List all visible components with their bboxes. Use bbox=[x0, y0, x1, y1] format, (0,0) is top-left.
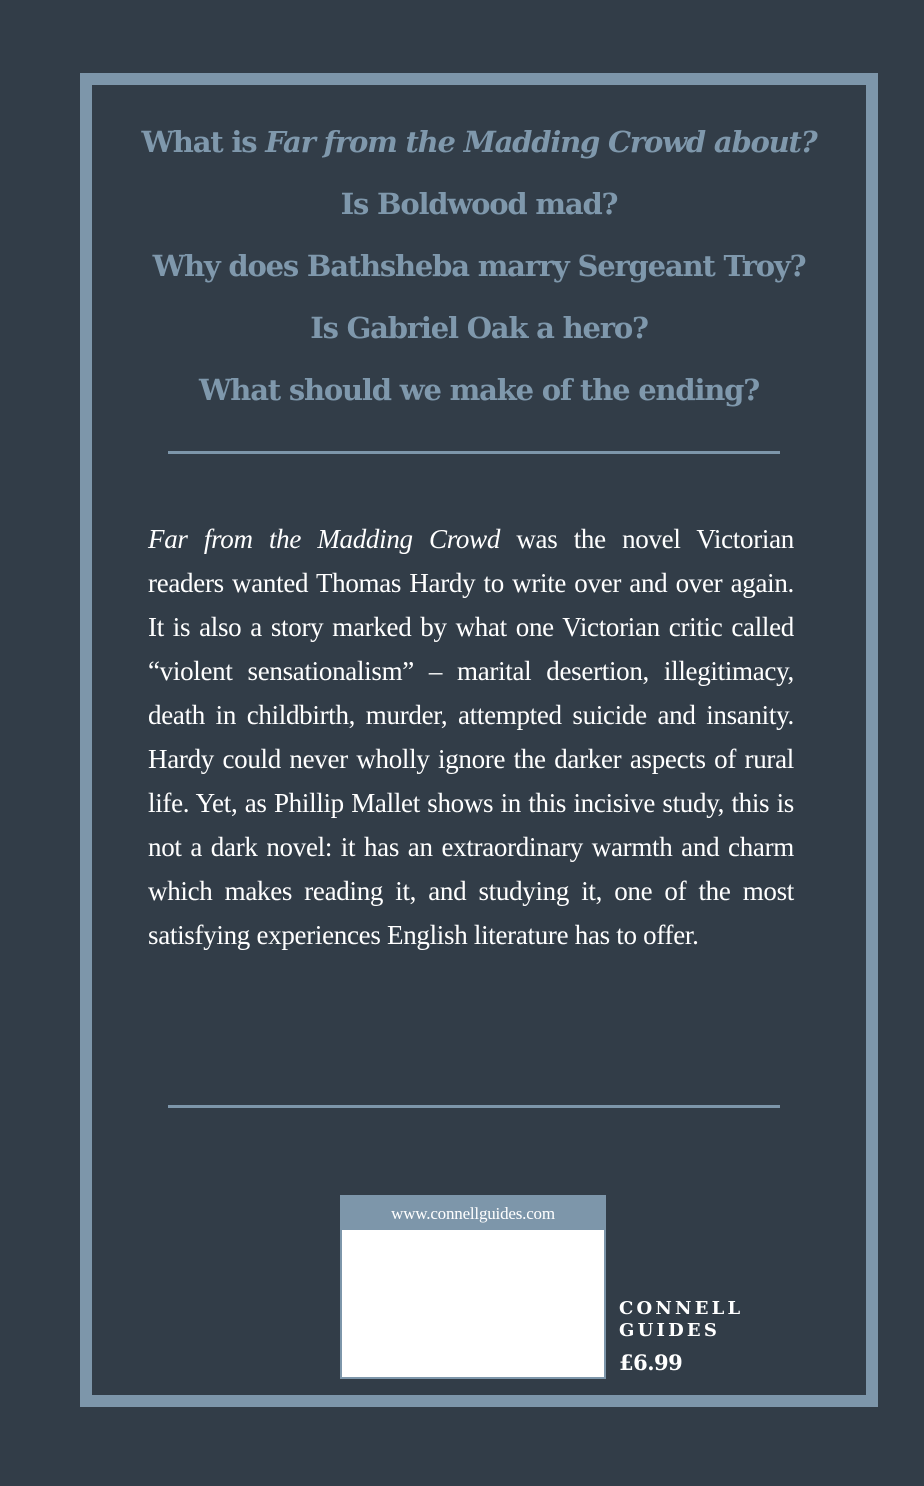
questions-list bbox=[92, 111, 866, 421]
divider-bottom bbox=[168, 1105, 780, 1108]
publisher-name-line2: GUIDES bbox=[619, 1320, 721, 1341]
blurb-text: was the novel Victorian readers wanted Thomas Hardy to write over and over again. It is also a story marked by what one Victorian critic called “violent sensationalism” – marital desertion, illegitimacy, death in childbirth, murder, attempted suicide and insanity. Hardy could never wholly ignore the darker aspects of rural life. Yet, as Phillip Mallet shows in this incisive study, this is not a dark novel: it has an extraordinary warmth and charm which makes reading it, and studying it, one of the most satisfying experiences English literature has to offer. bbox=[148, 524, 794, 950]
cover-frame bbox=[80, 73, 878, 1407]
price: £6.99 bbox=[619, 1350, 683, 1375]
question-1-prefix: What is bbox=[141, 125, 266, 159]
blurb-book-title: Far from the Madding Crowd bbox=[148, 524, 501, 554]
question-2: Is Boldwood mad? bbox=[340, 187, 618, 221]
question-4: Is Gabriel Oak a hero? bbox=[310, 311, 648, 345]
question-3: Why does Bathsheba marry Sergeant Troy? bbox=[152, 249, 806, 283]
question-1 bbox=[92, 111, 866, 173]
blurb-paragraph bbox=[148, 517, 794, 957]
publisher-imprint bbox=[619, 1298, 743, 1375]
website-url: www.connellguides.com bbox=[342, 1197, 604, 1230]
question-1-title: Far from the Madding Crowd about? bbox=[265, 125, 817, 159]
barcode-box bbox=[340, 1195, 606, 1379]
publisher-name-line1: CONNELL bbox=[619, 1298, 744, 1319]
question-5: What should we make of the ending? bbox=[198, 373, 760, 407]
divider-top bbox=[168, 451, 780, 454]
